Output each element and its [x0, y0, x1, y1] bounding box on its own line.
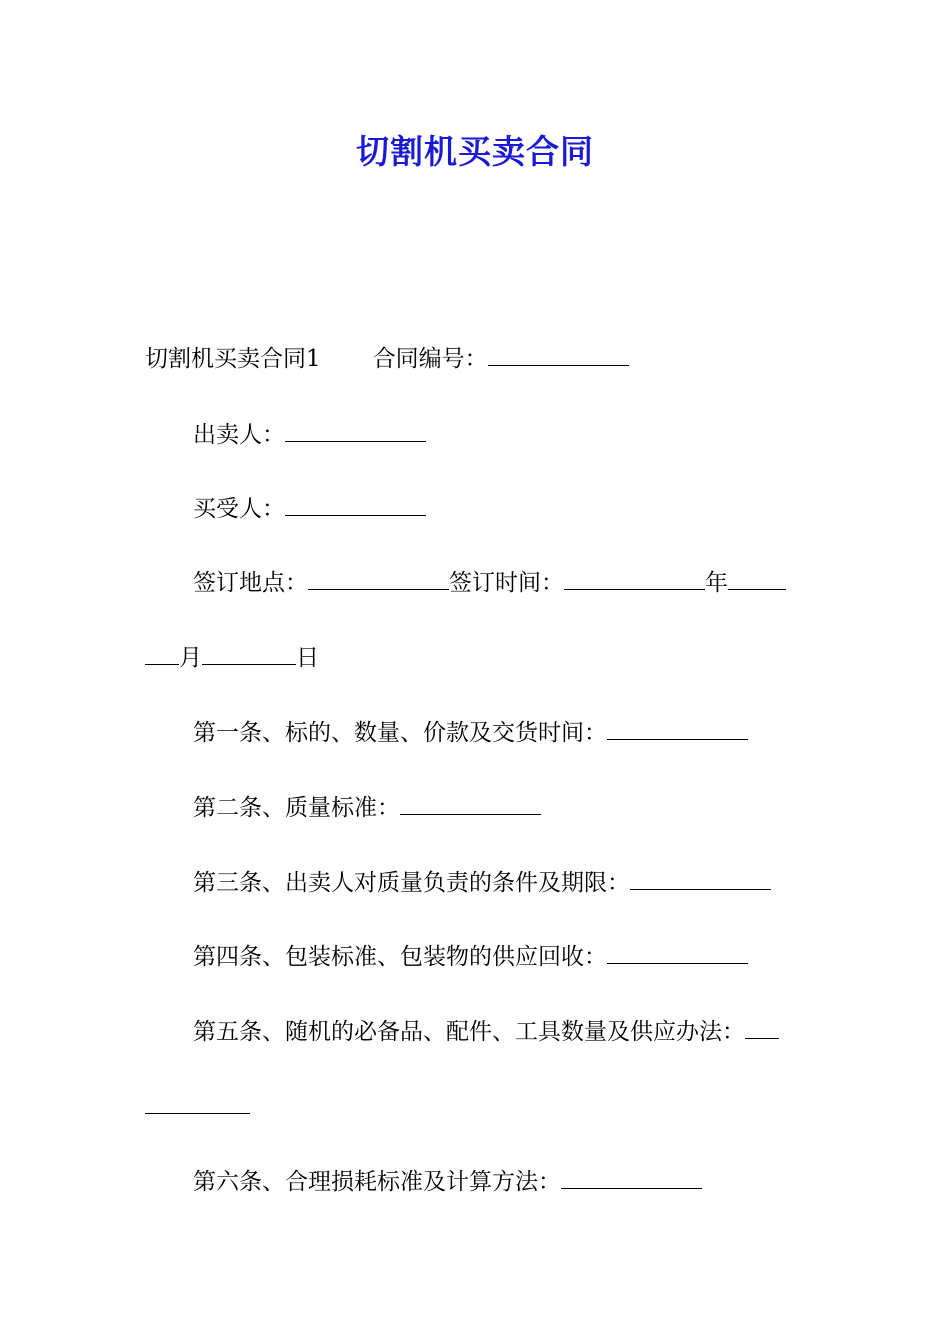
article-1-label: 第一条、标的、数量、价款及交货时间： — [193, 720, 607, 746]
signing-time-blank — [564, 567, 705, 590]
article-2-blank — [400, 792, 541, 815]
article-5-blank-end — [145, 1091, 250, 1114]
article-4-label: 第四条、包装标准、包装物的供应回收： — [193, 944, 607, 970]
buyer-blank — [285, 493, 426, 516]
article-1-blank — [607, 717, 748, 740]
article-2-label: 第二条、质量标准： — [193, 795, 400, 821]
day-blank — [202, 642, 296, 665]
article-3-blank — [630, 867, 771, 890]
month-blank — [145, 642, 179, 665]
month-label: 月 — [179, 645, 202, 671]
seller-label: 出卖人： — [193, 422, 285, 448]
article-5-label: 第五条、随机的必备品、配件、工具数量及供应办法： — [193, 1019, 745, 1045]
article-5-blank-start — [745, 1016, 779, 1039]
contract-no-label: 合同编号： — [372, 346, 488, 372]
signing-time-label: 签订时间： — [449, 570, 564, 596]
document-title: 切割机买卖合同 — [356, 132, 594, 171]
article-2-line — [145, 791, 855, 825]
seller-blank — [285, 419, 426, 442]
article-5-line — [145, 1015, 855, 1049]
seller-line — [145, 418, 855, 452]
article-6-label: 第六条、合理损耗标准及计算方法： — [193, 1169, 561, 1195]
article-6-blank — [561, 1166, 702, 1189]
year-label: 年 — [705, 570, 728, 596]
buyer-line — [145, 492, 855, 526]
contract-header-line — [145, 342, 807, 376]
contract-no-blank — [488, 343, 629, 366]
buyer-label: 买受人： — [193, 496, 285, 522]
article-3-line — [145, 866, 855, 900]
contract-name: 切割机买卖合同1 — [145, 346, 321, 372]
article-3-label: 第三条、出卖人对质量负责的条件及期限： — [193, 870, 630, 896]
article-5-continuation-line — [145, 1090, 807, 1124]
signing-place-label: 签订地点： — [193, 570, 308, 596]
article-1-line — [145, 716, 855, 750]
signing-line — [145, 566, 855, 600]
article-4-line — [145, 940, 855, 974]
signing-place-blank — [308, 567, 449, 590]
article-4-blank — [607, 941, 748, 964]
article-6-line — [145, 1165, 855, 1199]
year-blank — [728, 567, 786, 590]
day-label: 日 — [296, 645, 319, 671]
signing-date-line — [145, 641, 807, 675]
